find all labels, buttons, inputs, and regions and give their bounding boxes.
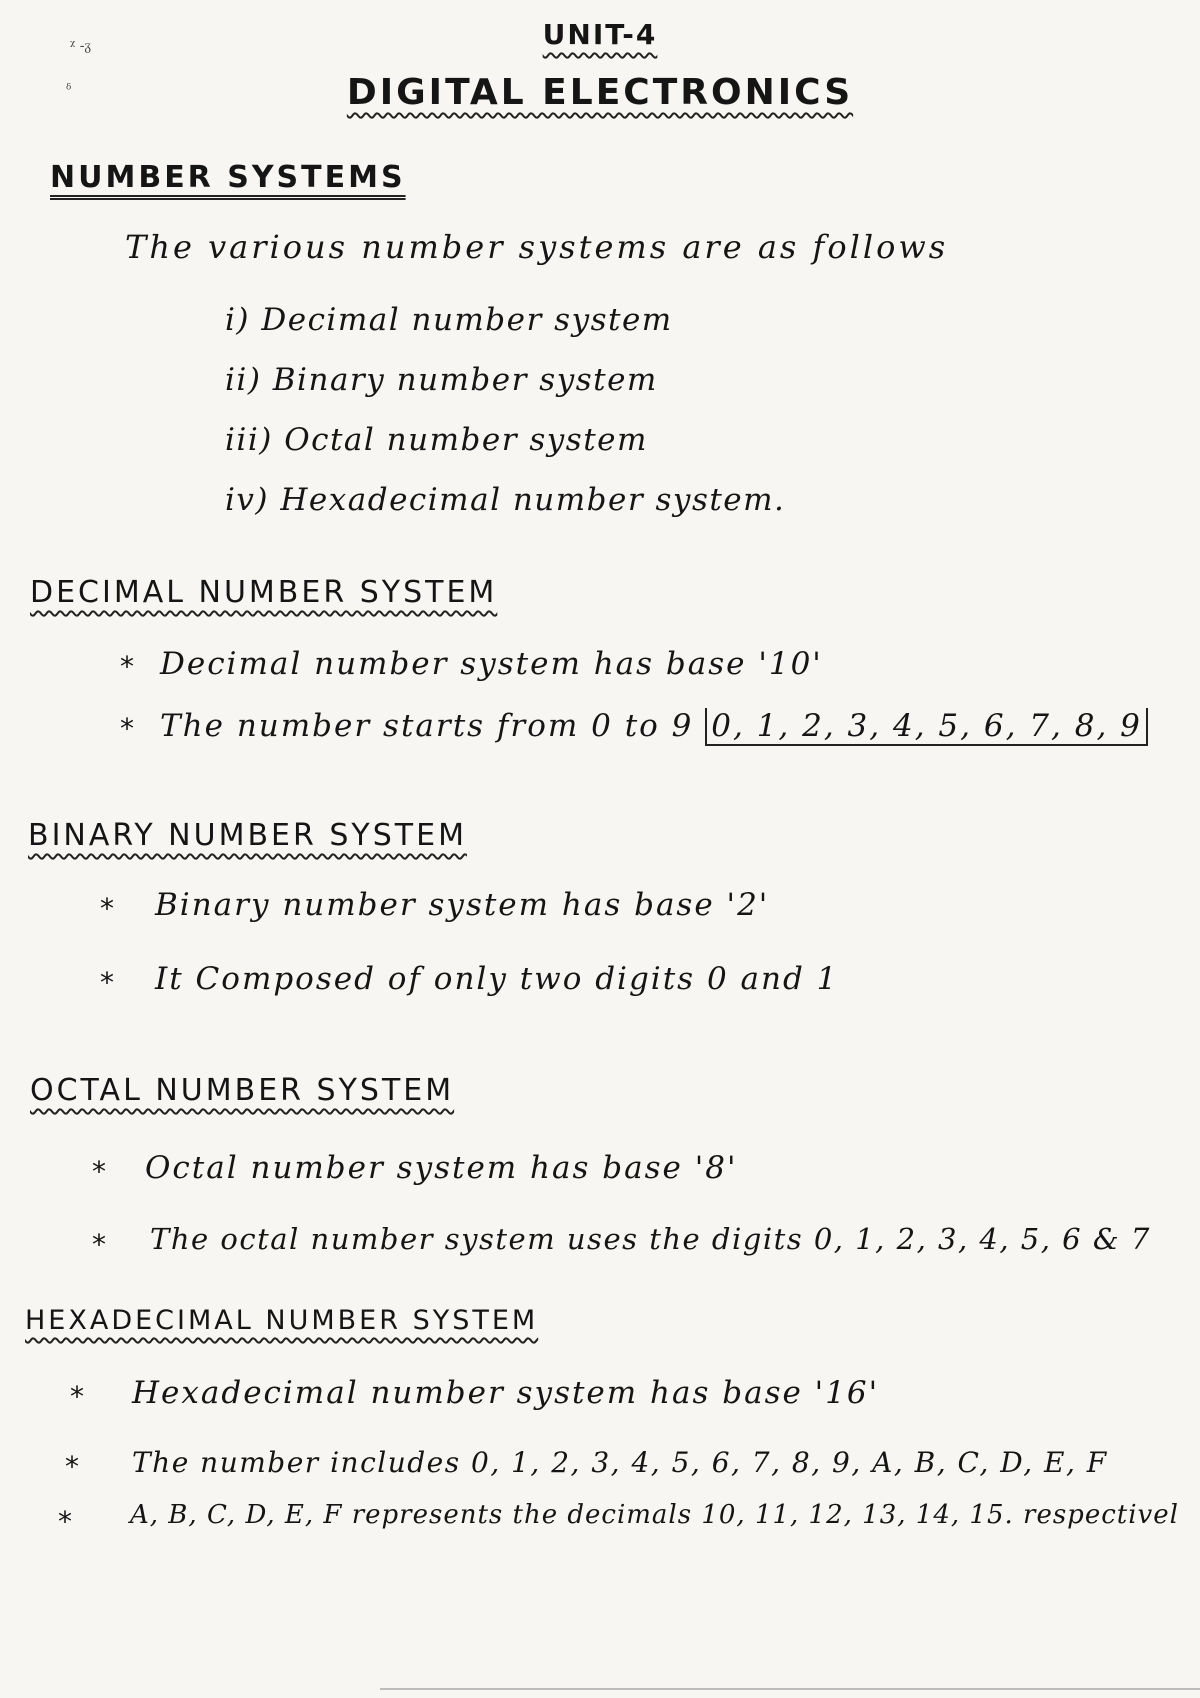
section-heading-binary: BINARY NUMBER SYSTEM bbox=[28, 818, 467, 853]
page-edge-line bbox=[380, 1688, 1200, 1690]
list-item: iv) Hexadecimal number system. bbox=[225, 482, 786, 518]
decimal-range: The number starts from 0 to 9 0, 1, 2, 3, 4, 5, 6, 7, 8, 9 bbox=[160, 708, 1148, 744]
section-heading-decimal: DECIMAL NUMBER SYSTEM bbox=[30, 575, 498, 610]
bullet: * bbox=[92, 1228, 106, 1261]
unit-label: UNIT-4 bbox=[542, 18, 658, 51]
hexadecimal-point: The number includes 0, 1, 2, 3, 4, 5, 6, 7, 8, 9, A, B, C, D, E, F bbox=[132, 1446, 1108, 1479]
bullet: * bbox=[120, 712, 134, 745]
margin-scribble: ᵡ -ᵹ bbox=[70, 38, 92, 54]
octal-point: Octal number system has base '8' bbox=[145, 1150, 738, 1186]
page-title: DIGITAL ELECTRONICS bbox=[346, 72, 854, 113]
binary-point: It Composed of only two digits 0 and 1 bbox=[155, 961, 839, 997]
margin-scribble: ᵟ bbox=[66, 82, 72, 98]
binary-point: Binary number system has base '2' bbox=[155, 887, 770, 923]
list-item: iii) Octal number system bbox=[225, 422, 648, 458]
bullet: * bbox=[58, 1505, 72, 1538]
list-item: i) Decimal number system bbox=[225, 302, 673, 338]
bullet: * bbox=[65, 1450, 79, 1483]
bullet: * bbox=[70, 1380, 84, 1413]
bullet: * bbox=[100, 892, 114, 925]
section-heading-hexadecimal: HEXADECIMAL NUMBER SYSTEM bbox=[25, 1305, 539, 1336]
bullet: * bbox=[120, 650, 134, 683]
octal-point: The octal number system uses the digits 0, 1, 2, 3, 4, 5, 6 & 7 bbox=[150, 1222, 1151, 1256]
list-item: ii) Binary number system bbox=[225, 362, 658, 398]
section-heading-number-systems: NUMBER SYSTEMS bbox=[50, 160, 406, 195]
bullet: * bbox=[92, 1155, 106, 1188]
decimal-point: Decimal number system has base '10' bbox=[160, 646, 823, 682]
section-heading-octal: OCTAL NUMBER SYSTEM bbox=[30, 1073, 455, 1108]
intro-text: The various number systems are as follows bbox=[125, 228, 949, 266]
decimal-digits-bracket: 0, 1, 2, 3, 4, 5, 6, 7, 8, 9 bbox=[705, 708, 1148, 746]
bullet: * bbox=[100, 966, 114, 999]
hexadecimal-point: A, B, C, D, E, F represents the decimals 10, 11, 12, 13, 14, 15. respectivel bbox=[130, 1500, 1179, 1530]
hexadecimal-point: Hexadecimal number system has base '16' bbox=[132, 1375, 880, 1411]
